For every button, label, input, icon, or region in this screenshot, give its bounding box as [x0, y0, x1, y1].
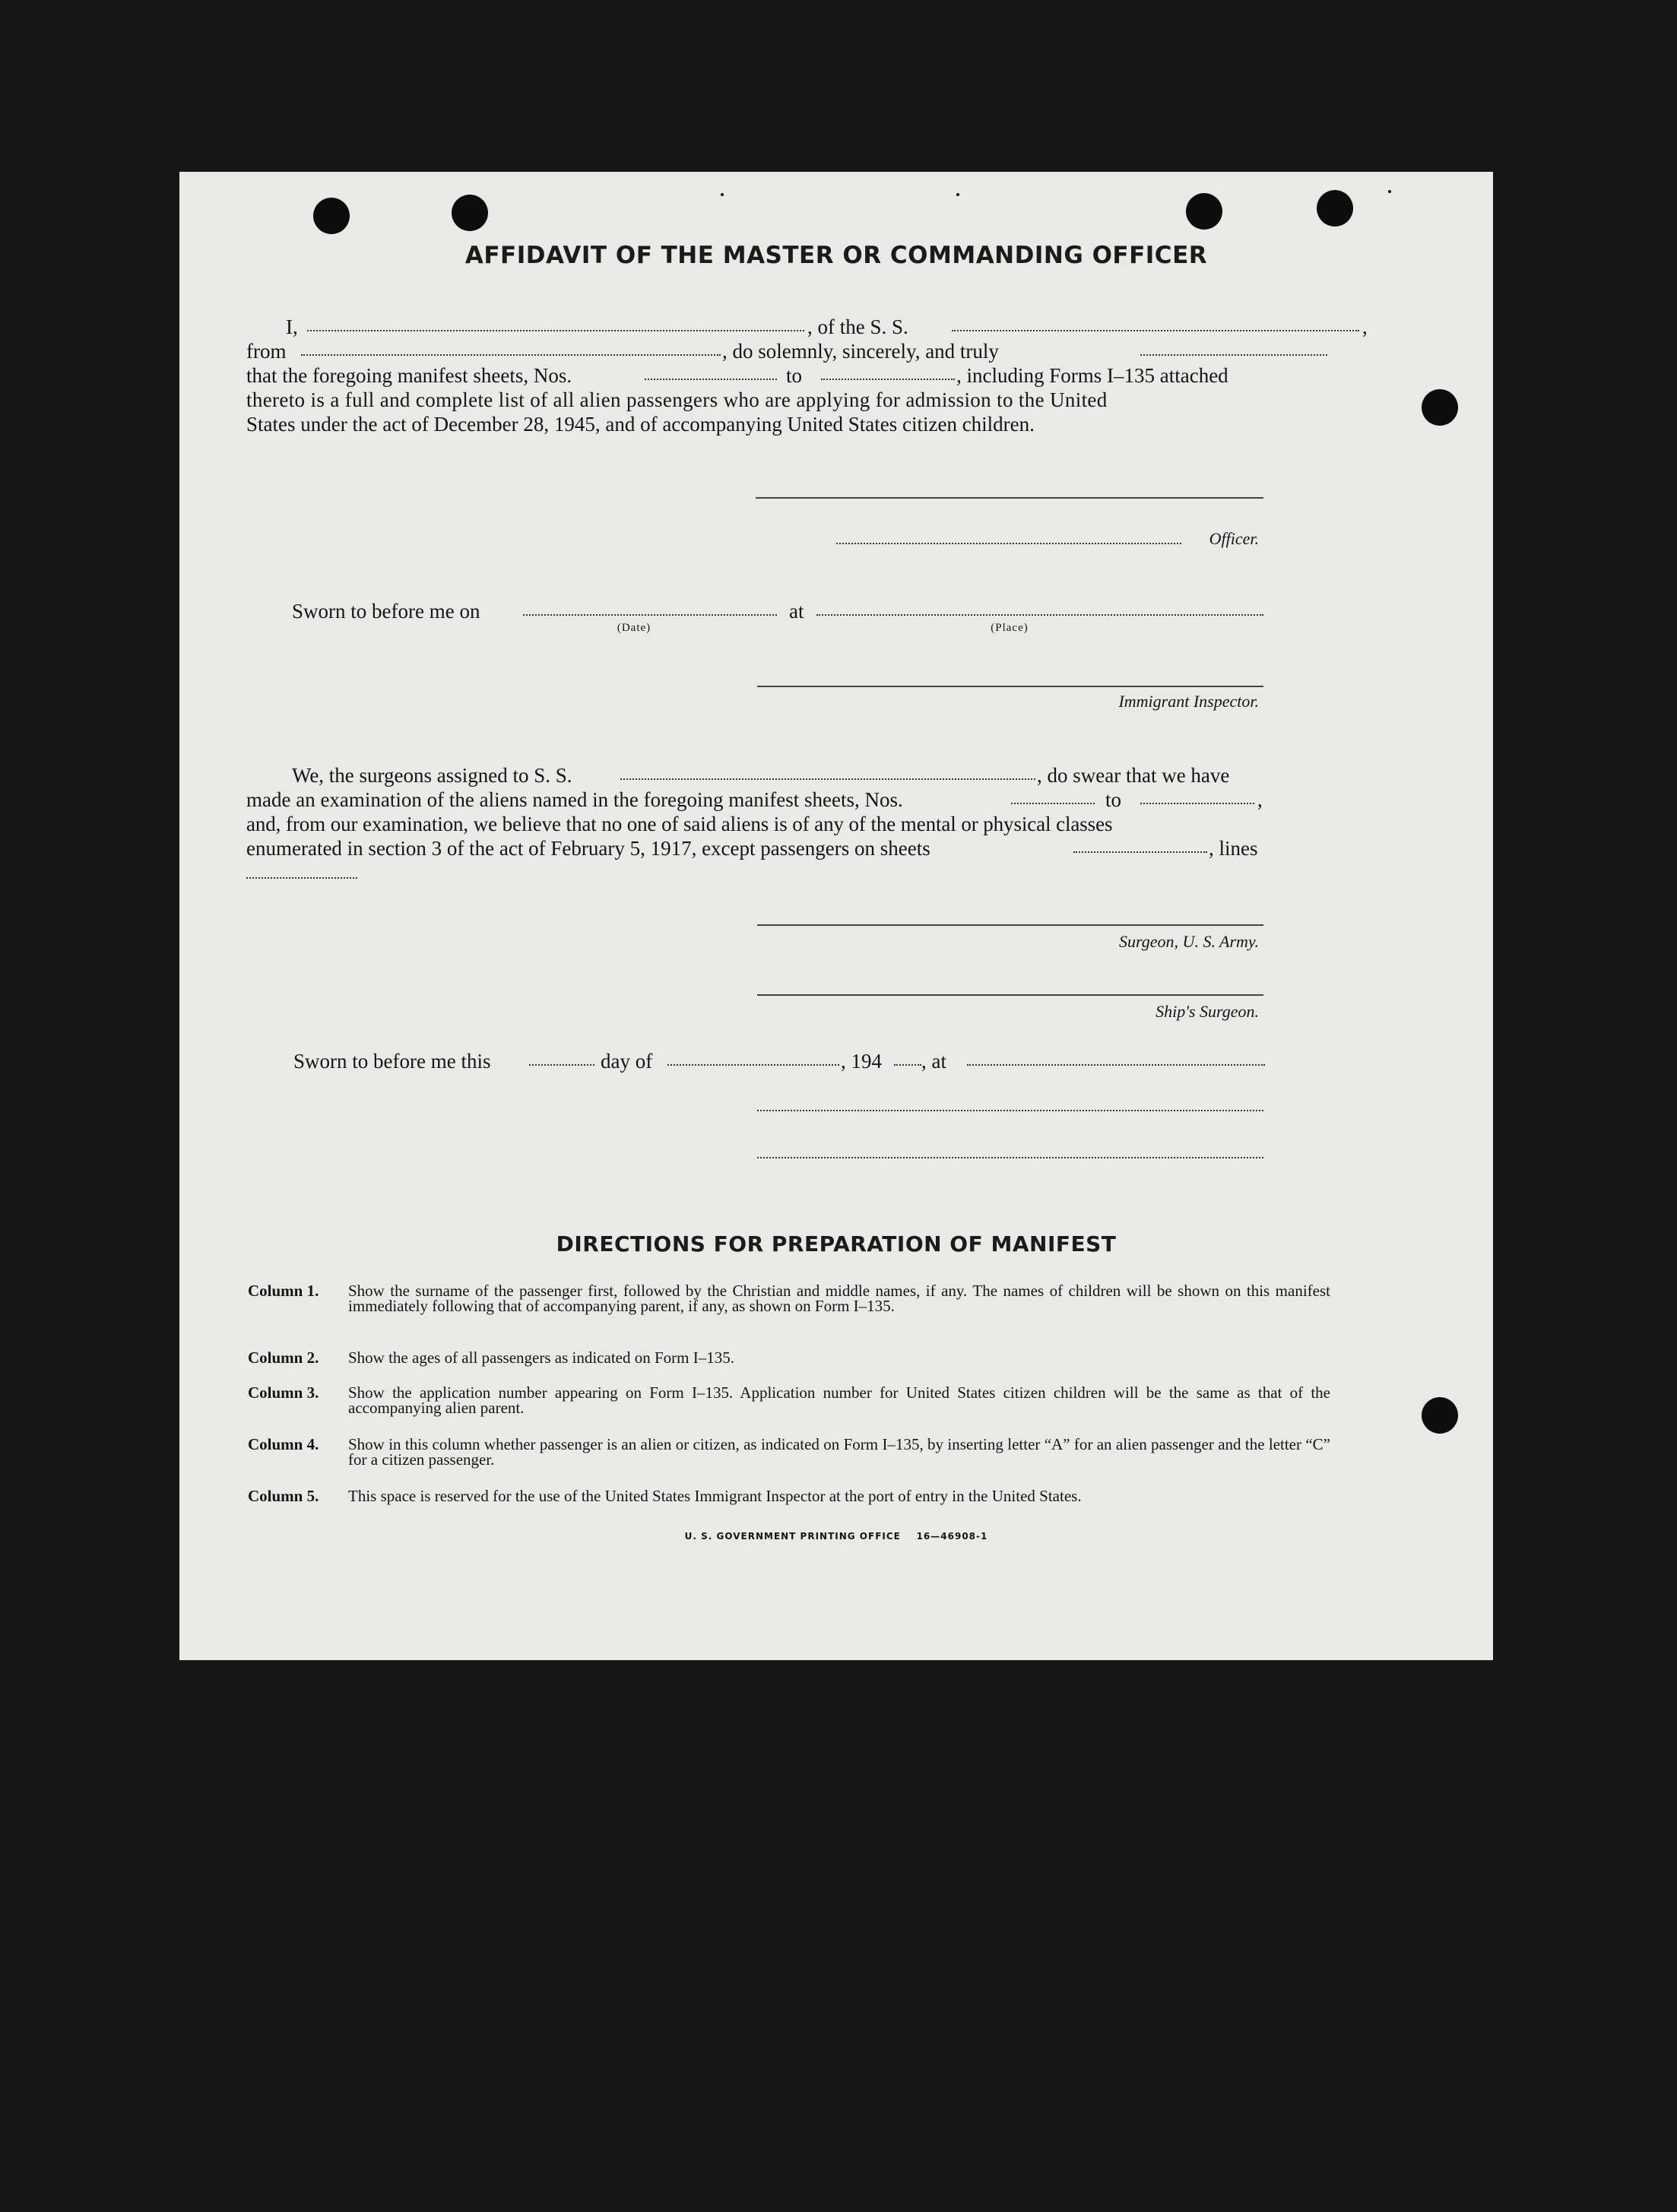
scan-speck	[1388, 190, 1391, 193]
sworn-year-field[interactable]	[894, 1064, 921, 1066]
form-page	[179, 172, 1493, 1660]
column-text: Show the surname of the passenger first, followed by the Christian and middle names, if any. The names of children will be shown on this manifest immediately following that of accompanying parent, if any, as shown on Form I–135.	[348, 1282, 1330, 1315]
sworn-day-field[interactable]	[529, 1064, 594, 1066]
column-text: This space is reserved for the use of the United States Immigrant Inspector at the port of entry in the United States.	[348, 1487, 1082, 1505]
column-text: Show the ages of all passengers as indicated on Form I–135.	[348, 1348, 734, 1367]
affidavit-line-5: States under the act of December 28, 1945, and of accompanying United States citizen children.	[246, 413, 1035, 436]
scan-speck	[956, 193, 959, 196]
affidavit-label: , of the S. S.	[807, 315, 908, 338]
sheet-to-field[interactable]	[821, 379, 955, 380]
name-field[interactable]	[307, 330, 804, 331]
punch-hole	[1422, 389, 1458, 426]
sheet-from-field[interactable]	[645, 379, 777, 380]
direction-row	[248, 1350, 1343, 1368]
surgeons-label: made an examination of the aliens named in the foregoing manifest sheets, Nos.	[246, 788, 903, 811]
place-caption: (Place)	[991, 622, 1029, 634]
column-label: Column 5.	[248, 1487, 319, 1505]
affidavit-label: ,	[1362, 315, 1368, 338]
direction-row	[248, 1385, 1343, 1418]
surgeons-label: enumerated in section 3 of the act of February 5, 1917, except passengers on sheets	[246, 837, 930, 860]
army-surgeon-signature-line[interactable]	[757, 924, 1263, 926]
inspector-caption: Immigrant Inspector.	[1118, 692, 1259, 711]
master-signature-line[interactable]	[756, 497, 1263, 499]
ship-name-field[interactable]	[952, 330, 1359, 331]
except-sheets-field[interactable]	[1073, 851, 1207, 853]
direction-row	[248, 1437, 1343, 1470]
column-label: Column 3.	[248, 1383, 319, 1402]
sworn-label: Sworn to before me this	[293, 1050, 491, 1073]
surgeons-ship-field[interactable]	[620, 778, 1035, 780]
surgeons-label: , do swear that we have	[1037, 764, 1230, 787]
sworn-label: Sworn to before me on	[292, 600, 480, 623]
sworn-label: day of	[601, 1050, 653, 1073]
column-label: Column 4.	[248, 1435, 319, 1453]
surgeons-label: to	[1105, 788, 1122, 811]
printer-imprint: U. S. GOVERNMENT PRINTING OFFICE 16—46908-1	[684, 1531, 988, 1542]
column-text: Show in this column whether passenger is an alien or citizen, as indicated on Form I–135, by inserting letter “A” for an alien passenger and the letter “C” for a citizen passenger.	[348, 1435, 1330, 1469]
surgeons-label: ,	[1257, 788, 1263, 811]
surgeons-line-3: and, from our examination, we believe that no one of said aliens is of any of the mental or physical classes	[246, 813, 1113, 835]
ship-surgeon-caption: Ship's Surgeon.	[1156, 1002, 1259, 1021]
column-label: Column 1.	[248, 1282, 319, 1300]
direction-row	[248, 1488, 1343, 1522]
affidavit-label: I,	[286, 315, 298, 338]
column-label: Column 2.	[248, 1348, 319, 1367]
sworn-date-field[interactable]	[523, 614, 777, 616]
affidavit-label: that the foregoing manifest sheets, Nos.	[246, 364, 572, 387]
scan-speck	[721, 193, 724, 196]
affidavit-label: from	[246, 340, 287, 363]
officer-caption: Officer.	[1209, 529, 1259, 548]
affidavit-label: , do solemnly, sincerely, and truly	[722, 340, 999, 363]
surgeons-sheet-to-field[interactable]	[1140, 803, 1254, 804]
ship-surgeon-signature-line[interactable]	[757, 994, 1263, 996]
sworn-location-field[interactable]	[967, 1064, 1265, 1066]
affidavit-label: , including Forms I–135 attached	[956, 364, 1228, 387]
direction-row	[248, 1283, 1343, 1332]
punch-hole	[1422, 1397, 1458, 1434]
from-port-field[interactable]	[301, 354, 721, 356]
directions-title: DIRECTIONS FOR PREPARATION OF MANIFEST	[556, 1231, 1117, 1257]
date-caption: (Date)	[617, 622, 651, 634]
punch-hole	[1186, 193, 1222, 230]
affidavit-line-4: thereto is a full and complete list of all alien passengers who are applying for admission to the United	[246, 388, 1108, 411]
signature-line[interactable]	[757, 1110, 1263, 1111]
punch-hole	[1317, 190, 1353, 227]
oath-field[interactable]	[1140, 354, 1327, 356]
surgeons-label: , lines	[1209, 837, 1258, 860]
sworn-label: , at	[921, 1050, 946, 1073]
except-lines-field[interactable]	[246, 877, 357, 879]
column-text: Show the application number appearing on Form I–135. Application number for United States citizen children will be the same as that of the accompanying alien parent.	[348, 1383, 1330, 1417]
punch-hole	[313, 198, 350, 234]
affidavit-label: to	[786, 364, 803, 387]
sworn-place-field[interactable]	[816, 614, 1263, 616]
army-surgeon-caption: Surgeon, U. S. Army.	[1119, 932, 1259, 951]
affidavit-title: AFFIDAVIT OF THE MASTER OR COMMANDING OFFICER	[464, 242, 1208, 269]
surgeons-sheet-from-field[interactable]	[1011, 803, 1095, 804]
sworn-label: , 194	[841, 1050, 882, 1073]
sworn-month-field[interactable]	[667, 1064, 839, 1066]
inspector-signature-line[interactable]	[757, 686, 1263, 687]
signature-line[interactable]	[757, 1157, 1263, 1158]
sworn-label: at	[789, 600, 804, 623]
surgeons-label: We, the surgeons assigned to S. S.	[292, 764, 572, 787]
punch-hole	[452, 195, 488, 231]
